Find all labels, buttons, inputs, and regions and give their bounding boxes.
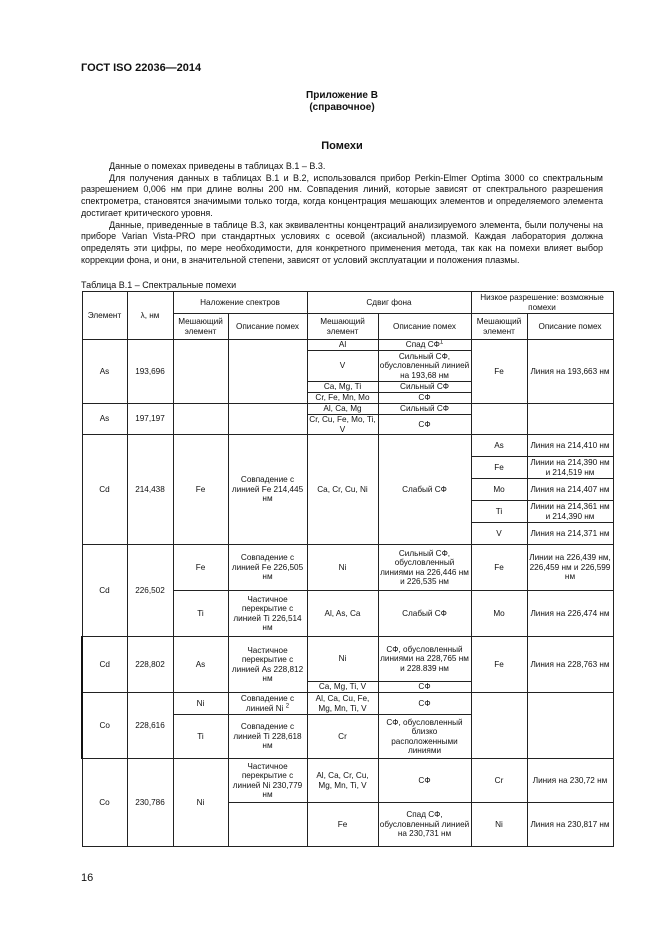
cell-wavelength: 197,197 (127, 404, 173, 435)
cell-bg-element: V (307, 351, 378, 382)
cell-bg-element: Al, Ca, Cr, Cu, Mg, Mn, Ti, V (307, 759, 378, 803)
cell-lr-description: Линия на 230,817 нм (527, 803, 613, 847)
cell-bg-description: Спад СФ, обусловленный линией на 230,731 нм (378, 803, 471, 847)
spectral-interference-table (81, 291, 614, 847)
cell-so-element: Fe (173, 435, 228, 545)
cell-so-description: Частичное перекрытие с линией As 228,812 нм (228, 637, 307, 693)
paragraph: Данные о помехах приведены в таблицах В.1 – В.3. (109, 161, 326, 171)
header-wavelength: λ, нм (127, 292, 173, 340)
cell-bg-description: СФ (378, 415, 471, 435)
cell-wavelength: 230,786 (127, 759, 173, 847)
cell-bg-element: Cr, Cu, Fe, Mo, Ti, V (307, 415, 378, 435)
footnote-marker: 2 (285, 702, 290, 709)
cell-empty (228, 340, 307, 404)
cell-so-element: As (173, 637, 228, 693)
cell-so-element: Ti (173, 715, 228, 759)
cell-bg-element: Ca, Mg, Ti, V (307, 682, 378, 693)
header-background-shift: Сдвиг фона (307, 292, 471, 314)
cell-lr-element: Mo (471, 479, 527, 501)
cell-empty (471, 693, 527, 759)
cell-bg-description: СФ (378, 693, 471, 715)
cell-so-description: Совпадение с линией Fe 226,505 нм (228, 545, 307, 591)
cell-bg-description: СФ (378, 682, 471, 693)
cell-bg-description: Сильный СФ (378, 404, 471, 415)
footnote-marker: 1 (439, 339, 444, 346)
cell-lr-description: Линия на 228,763 нм (527, 637, 613, 693)
cell-so-description: Совпадение с линией Ti 228,618 нм (228, 715, 307, 759)
cell-so-element: Ti (173, 591, 228, 637)
header-low-resolution: Низкое разрешение: возможные помехи (471, 292, 613, 314)
table-row (82, 637, 613, 682)
body-text (81, 161, 603, 266)
paragraph: Для получения данных в таблицах В.1 и В.2, использовался прибор Perkin-Elmer Optima 3000 со спектральным разрешением 0,006 нм при длине волны 200 нм. Совпадения линий, которые зависят от спектрального разрешения спектрометра, становятся значимыми только тогда, когда концентрация мешающих элементов и определяемого элемента достигает критического уровня. (81, 172, 603, 218)
page-number: 16 (81, 872, 94, 884)
cell-bg-description (378, 340, 471, 351)
subheader-description: Описание помех (378, 314, 471, 340)
cell-wavelength: 228,802 (127, 637, 173, 693)
cell-bg-element: Fe (307, 803, 378, 847)
cell-so-element: Ni (173, 693, 228, 715)
cell-lr-element: Ni (471, 803, 527, 847)
cell-bg-element: Cr (307, 715, 378, 759)
cell-element: Co (82, 759, 127, 847)
cell-lr-description: Линия на 226,474 нм (527, 591, 613, 637)
cell-bg-description: Сильный СФ (378, 382, 471, 393)
cell-element: As (82, 404, 127, 435)
cell-bg-description: СФ (378, 759, 471, 803)
bg-description-text: Спад СФ (405, 340, 440, 350)
cell-so-description (228, 693, 307, 715)
cell-bg-description: Слабый СФ (378, 591, 471, 637)
cell-empty (228, 803, 307, 847)
table-row (82, 693, 613, 715)
cell-lr-element: Fe (471, 457, 527, 479)
cell-lr-description: Линии на 226,439 нм, 226,459 нм и 226,599 нм (527, 545, 613, 591)
cell-lr-description: Линия на 193,663 нм (527, 340, 613, 404)
appendix-heading (81, 90, 603, 114)
cell-bg-element: Ni (307, 545, 378, 591)
cell-bg-element: Al (307, 340, 378, 351)
cell-bg-element: Cr, Fe, Mn, Mo (307, 393, 378, 404)
cell-empty (471, 404, 527, 435)
cell-lr-description: Линии на 214,390 нм и 214,519 нм (527, 457, 613, 479)
subheader-interfering-element: Мешающий элемент (307, 314, 378, 340)
cell-lr-description: Линия на 214,410 нм (527, 435, 613, 457)
cell-bg-description: Сильный СФ, обусловленный линией на 193,68 нм (379, 351, 470, 380)
appendix-subtitle: (справочное) (309, 102, 375, 113)
subheader-description: Описание помех (228, 314, 307, 340)
header-spectral-overlap: Наложение спектров (173, 292, 307, 314)
table-row (82, 340, 613, 351)
table-row (82, 545, 613, 591)
paragraph: Данные, приведенные в таблице В.3, как эквивалентны концентраций анализируемого элемента, были получены на приборе Varian Vista-PRO при стандартных условиях с осевой (аксиальной) плазмой. Каждая лаборатория должна определять эти цифры, по мере необходимости, для конкретного применения метода, так как на помехи влияет выбор коррекции фона, и они, в значительной степени, зависят от условий эксплуатации и положения плазмы. (81, 219, 603, 265)
header-element: Элемент (82, 292, 127, 340)
cell-wavelength: 228,616 (127, 693, 173, 759)
cell-bg-element: Al, As, Ca (307, 591, 378, 637)
cell-element: Cd (82, 637, 127, 693)
table-caption: Таблица В.1 – Спектральные помехи (81, 280, 237, 290)
table-row (82, 759, 613, 803)
cell-element: Cd (82, 545, 127, 637)
cell-bg-element: Al, Ca, Cu, Fe, Mg, Mn, Ti, V (307, 693, 378, 715)
cell-lr-element: Ti (471, 501, 527, 523)
cell-lr-description: Линия на 214,407 нм (527, 479, 613, 501)
cell-bg-description: СФ (378, 393, 471, 404)
cell-lr-element: Mo (471, 591, 527, 637)
cell-lr-description: Линии на 214,361 нм и 214,390 нм (527, 501, 613, 523)
table-row (82, 435, 613, 457)
cell-bg-element: Ni (307, 637, 378, 682)
cell-lr-element: Fe (471, 545, 527, 591)
cell-empty (173, 340, 228, 404)
cell-bg-element: Ca, Mg, Ti (307, 382, 378, 393)
subheader-interfering-element: Мешающий элемент (173, 314, 228, 340)
cell-element: Cd (82, 435, 127, 545)
cell-lr-element: Fe (471, 637, 527, 693)
appendix-title: Приложение В (306, 90, 378, 101)
cell-bg-description: Сильный СФ, обусловленный линиями на 226,446 нм и 226,535 нм (378, 545, 471, 591)
so-description-text: Совпадение с линией Ni (240, 694, 295, 713)
cell-lr-element: As (471, 435, 527, 457)
cell-bg-element: Al, Ca, Mg (307, 404, 378, 415)
cell-so-description: Совпадение с линией Fe 214,445 нм (228, 435, 307, 545)
table-row (82, 404, 613, 415)
cell-wavelength: 214,438 (127, 435, 173, 545)
cell-wavelength: 193,696 (127, 340, 173, 404)
cell-bg-description: СФ, обусловленный линиями на 228,765 нм и 228.839 нм (378, 637, 471, 682)
table-header-row (82, 292, 613, 314)
cell-bg-description: СФ, обусловленный близко расположенными линиями (378, 715, 471, 759)
subheader-interfering-element: Мешающий элемент (471, 314, 527, 340)
document-standard-number: ГОСТ ISO 22036—2014 (81, 62, 202, 74)
cell-bg-description: Слабый СФ (378, 435, 471, 545)
cell-bg-element: Ca, Cr, Cu, Ni (307, 435, 378, 545)
cell-lr-element: Cr (471, 759, 527, 803)
cell-lr-description: Линия на 230,72 нм (527, 759, 613, 803)
cell-wavelength: 226,502 (127, 545, 173, 637)
cell-element: As (82, 340, 127, 404)
cell-so-element: Ni (173, 759, 228, 847)
cell-element: Co (82, 693, 127, 759)
cell-lr-element: Fe (471, 340, 527, 404)
cell-empty (173, 404, 228, 435)
cell-lr-description: Линия на 214,371 нм (527, 523, 613, 545)
cell-so-description: Частичное перекрытие с линией Ti 226,514 нм (228, 591, 307, 637)
cell-empty (527, 404, 613, 435)
cell-so-element: Fe (173, 545, 228, 591)
cell-empty (527, 693, 613, 759)
subheader-description: Описание помех (527, 314, 613, 340)
section-title: Помехи (321, 140, 363, 152)
cell-lr-element: V (471, 523, 527, 545)
cell-so-description: Частичное перекрытие с линией Ni 230,779 нм (228, 759, 307, 803)
cell-empty (228, 404, 307, 435)
